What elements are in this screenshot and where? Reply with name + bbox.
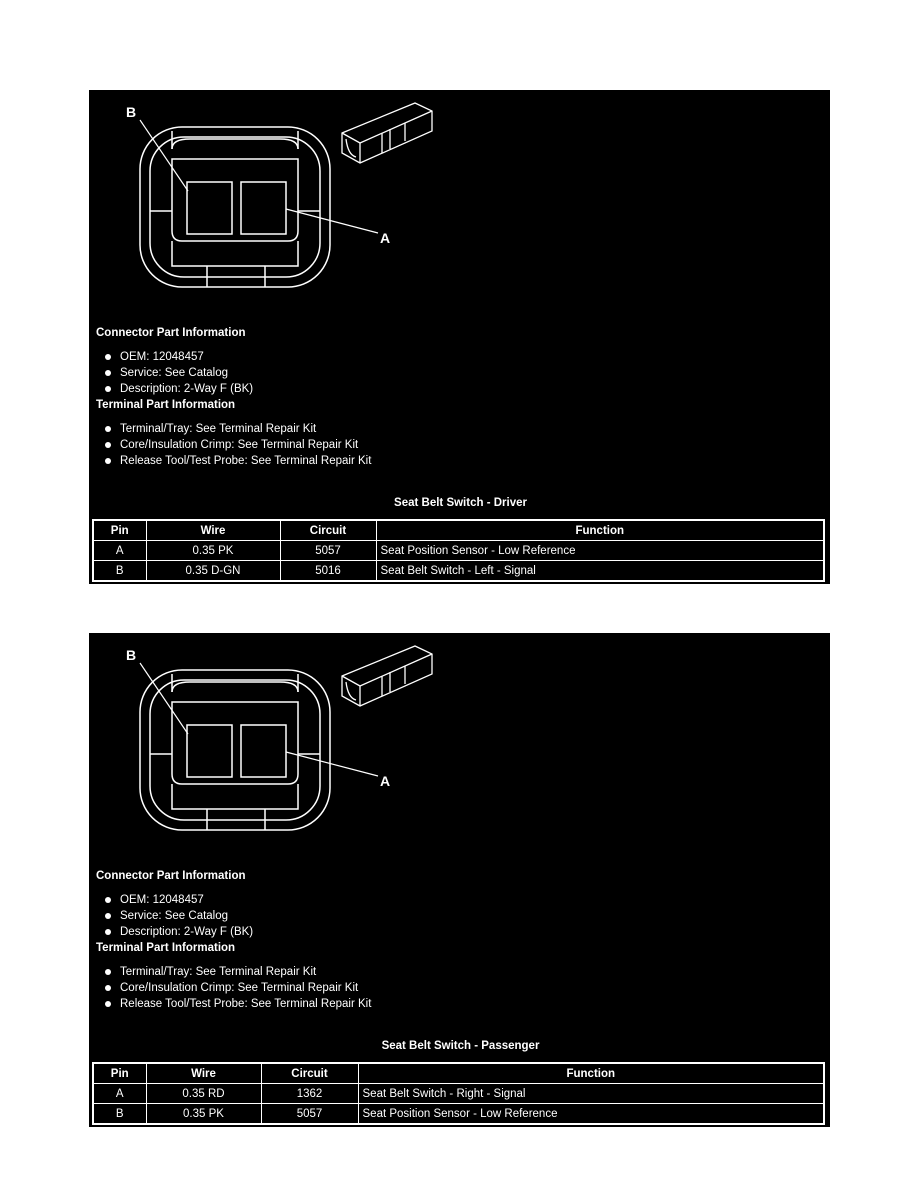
cell-function: Seat Belt Switch - Right - Signal — [358, 1084, 824, 1104]
table-row — [93, 561, 824, 582]
list-item: Release Tool/Test Probe: See Terminal Repair Kit — [96, 453, 816, 469]
list-item: OEM: 12048457 — [96, 349, 816, 365]
connector-face-diagram — [90, 91, 450, 321]
list-item: Description: 2-Way F (BK) — [96, 381, 816, 397]
cell-wire: 0.35 RD — [146, 1084, 261, 1104]
column-header-pin: Pin — [93, 1063, 146, 1084]
terminal-part-list — [96, 964, 816, 1012]
connector-part-heading: Connector Part Information — [96, 327, 246, 339]
list-item: Service: See Catalog — [96, 365, 816, 381]
cell-circuit: 1362 — [261, 1084, 358, 1104]
column-header-pin: Pin — [93, 520, 146, 541]
pin-label-b: B — [126, 647, 137, 663]
connector-panel-driver — [89, 90, 830, 584]
list-item: Terminal/Tray: See Terminal Repair Kit — [96, 964, 816, 980]
connector-face-diagram — [90, 634, 450, 864]
cell-circuit: 5016 — [280, 561, 376, 582]
cell-function: Seat Position Sensor - Low Reference — [358, 1104, 824, 1125]
column-header-wire: Wire — [146, 1063, 261, 1084]
table-header-row — [93, 1063, 824, 1084]
cell-pin: B — [93, 1104, 146, 1125]
connector-panel-passenger — [89, 633, 830, 1127]
list-item: Release Tool/Test Probe: See Terminal Repair Kit — [96, 996, 816, 1012]
cell-pin: B — [93, 561, 146, 582]
column-header-circuit: Circuit — [261, 1063, 358, 1084]
cell-function: Seat Position Sensor - Low Reference — [376, 541, 824, 561]
list-item: Description: 2-Way F (BK) — [96, 924, 816, 940]
part-information — [96, 870, 816, 1012]
table-row — [93, 1084, 824, 1104]
column-header-circuit: Circuit — [280, 520, 376, 541]
cell-pin: A — [93, 541, 146, 561]
table-row — [93, 1104, 824, 1125]
column-header-function: Function — [358, 1063, 824, 1084]
pin-label-a: A — [380, 773, 391, 789]
part-information — [96, 327, 816, 469]
connector-isometric-icon — [342, 646, 432, 706]
list-item: Terminal/Tray: See Terminal Repair Kit — [96, 421, 816, 437]
list-item: Core/Insulation Crimp: See Terminal Repair Kit — [96, 437, 816, 453]
connector-isometric-icon — [342, 103, 432, 163]
list-item: Core/Insulation Crimp: See Terminal Repair Kit — [96, 980, 816, 996]
cell-wire: 0.35 PK — [146, 1104, 261, 1125]
connector-part-heading: Connector Part Information — [96, 870, 246, 882]
table-header-row — [93, 520, 824, 541]
connector-part-list — [96, 892, 816, 940]
terminal-part-heading: Terminal Part Information — [96, 399, 236, 411]
table-title: Seat Belt Switch - Driver — [394, 497, 527, 509]
list-item: Service: See Catalog — [96, 908, 816, 924]
cell-pin: A — [93, 1084, 146, 1104]
cell-circuit: 5057 — [261, 1104, 358, 1125]
table-title: Seat Belt Switch - Passenger — [381, 1040, 540, 1052]
cell-function: Seat Belt Switch - Left - Signal — [376, 561, 824, 582]
terminal-part-list — [96, 421, 816, 469]
pin-table — [92, 1062, 825, 1125]
pin-table — [92, 519, 825, 582]
connector-part-list — [96, 349, 816, 397]
terminal-part-heading: Terminal Part Information — [96, 942, 236, 954]
cell-circuit: 5057 — [280, 541, 376, 561]
cell-wire: 0.35 PK — [146, 541, 280, 561]
list-item: OEM: 12048457 — [96, 892, 816, 908]
table-row — [93, 541, 824, 561]
pin-label-b: B — [126, 104, 137, 120]
pin-label-a: A — [380, 230, 391, 246]
column-header-wire: Wire — [146, 520, 280, 541]
cell-wire: 0.35 D-GN — [146, 561, 280, 582]
column-header-function: Function — [376, 520, 824, 541]
